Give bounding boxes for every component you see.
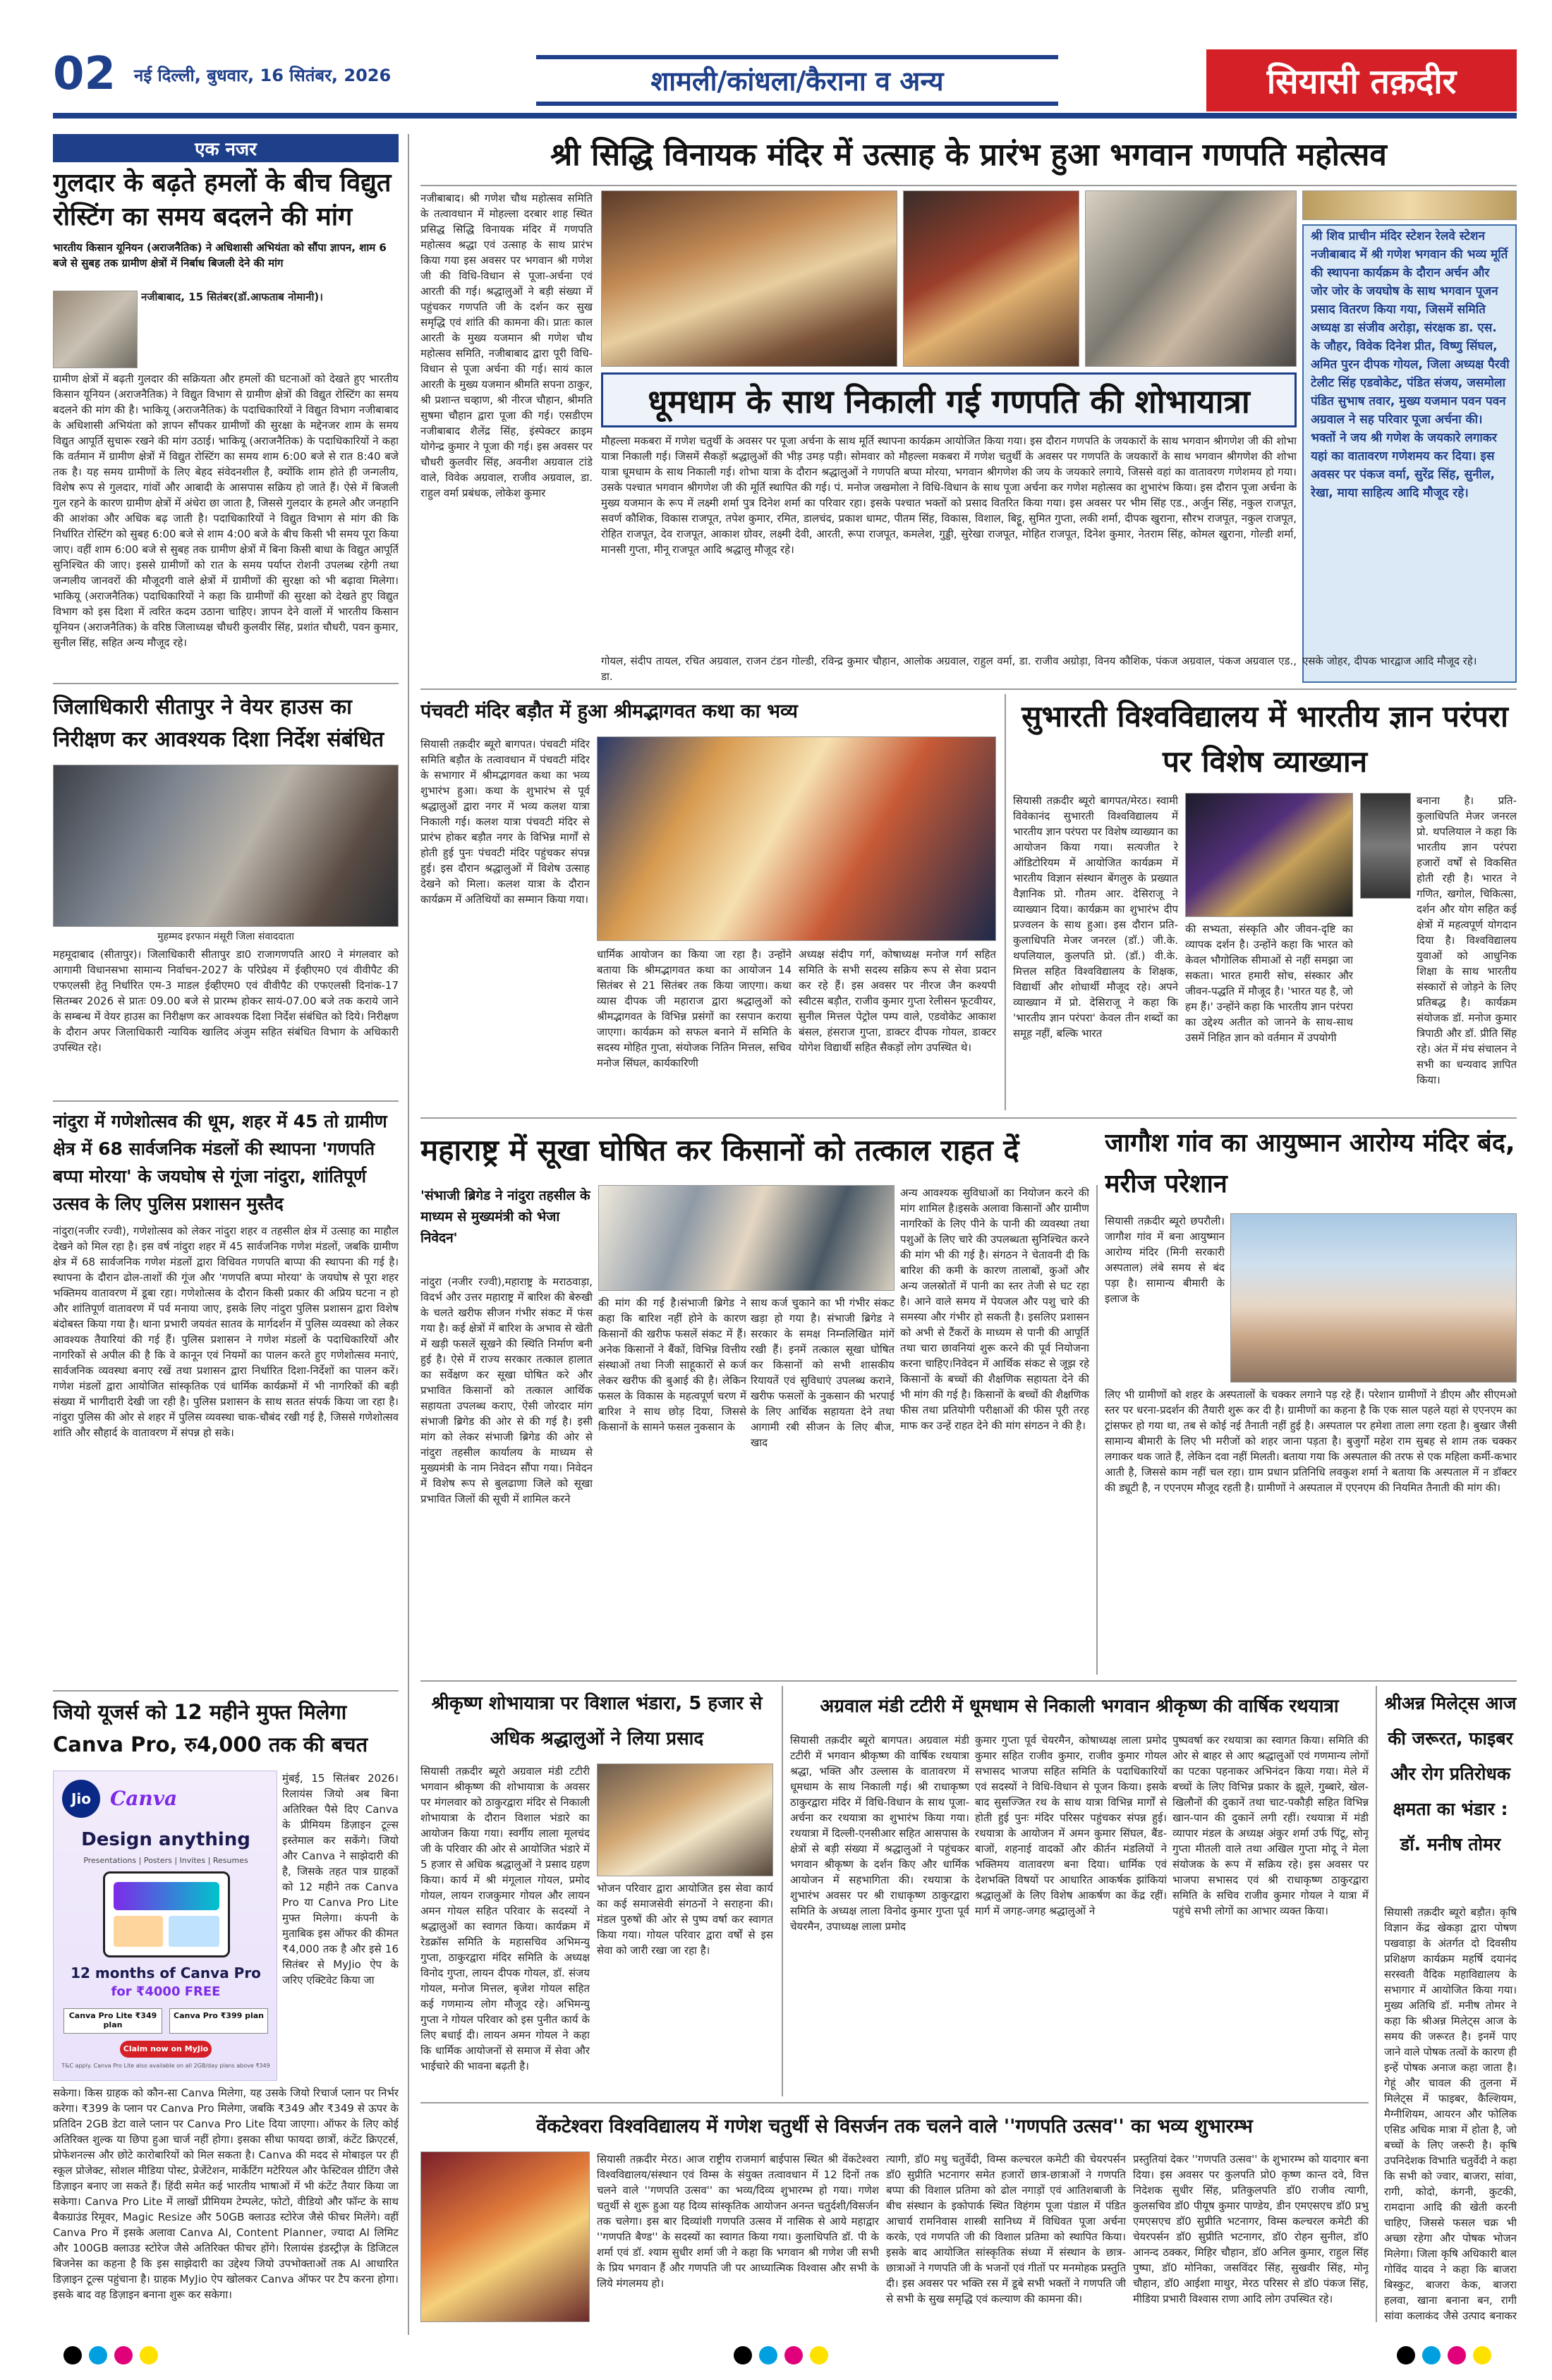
ad-body: सकेगा। किस ग्राहक को कौन-सा Canva मिलेगा, यह उसके जियो रिचार्ज प्लान पर निर्भर करेगा। ₹399 के प्लान पर Canva Pro मिलेगा, जबकि ₹349 और ₹349 से ऊपर के प्रतिदिन 2GB डेटा वाले प्लान पर Canva Pro Lite दिया जाएगा। ऑफर के लिए कोई अतिरिक्त शुल्क या छिपा हुआ चार्ज नहीं होगा। इसका सीधा फायदा छात्रों, कंटेंट क्रिएटर्स, प्रोफेशनल्स और छोटे कारोबारियों को मिल सकता है। Canva की मदद से मोबाइल पर ही स्कूल प्रोजेक्ट, सोशल मीडिया पोस्ट, प्रेजेंटेशन, मार्केटिंग मटेरियल और फेस्टिवल ग्रीटिंग जैसे डिज़ाइन बनाए जा सकते हैं। हिंदी समेत कई भारतीय भाषाओं में भी कंटेंट तैयार किया जा सकेगा। Canva Pro Lite में लाखों प्रीमियम टेम्पलेट, फोटो, वीडियो और फॉन्ट के साथ बैकग्राउंड रिमूवर, Magic Resize और 50GB क्लाउड स्टोरेज जैसे फीचर मिलेंगे। वहीं Canva Pro में इसके अलावा Canva AI, Content Planner, ज्यादा AI लिमिट और 100GB क्लाउड स्टोरेज जैसे अतिरिक्त फीचर होंगे। रिलायंस इंडस्ट्रीज़ के डिजिटल बिजनेस का कहना है कि इस साझेदारी का उद्देश्य जियो उपभोक्ताओं तक AI आधारित डिज़ाइन टूल्स पहुंचाना है। ग्राहक MyJio ऐप खोलकर Canva ऑफर पर टैप करना होगा। इसके बाद वह डिज़ाइन बनाना शुरू कर सकेगा। bbox=[53, 2087, 399, 2301]
claim-button[interactable]: Claim now on MyJio bbox=[120, 2041, 212, 2058]
section-banner: शामली/कांधला/कैराना व अन्य bbox=[536, 55, 1058, 106]
panel-title: Design anything bbox=[81, 1829, 250, 1850]
divider bbox=[420, 1117, 1517, 1119]
millets-headline: श्रीअन्न मिलेट्स आज की जरूरत, फाइबर और रोग प्रतिरोधक क्षमता का भंडार : डॉ. मनीष तोमर bbox=[1384, 1693, 1517, 1854]
registration-mark-icon bbox=[734, 2346, 752, 2364]
krishna-photo bbox=[597, 1763, 773, 1876]
registration-mark-icon bbox=[89, 2346, 107, 2364]
subharti-c2: की सभ्यता, संस्कृति और जीवन-दृष्टि का व्यापक दर्शन है। उन्होंने कहा कि भारत को केवल भौगोलिक सीमाओं से नहीं समझा जा सकता। भारत हमारी सोच, संस्कार और जीवन-पद्धति में मौजूद है। 'भारत यह है, जो हम हैं।' उन्होंने कहा कि भारतीय ज्ञान परंपरा का उद्देश्य अतीत को जानने के साथ-साथ उसमें निहित ज्ञान को वर्तमान में उपयोगी bbox=[1185, 923, 1353, 1044]
jagaush-headline: जागौश गांव का आयुष्मान आरोग्य मंदिर बंद, मरीज परेशान bbox=[1105, 1129, 1515, 1198]
krishna-c1: सियासी तक़दीर ब्यूरो अग्रवाल मंडी टटीरी भगवान श्रीकृष्ण की शोभायात्रा के अवसर पर मंगलवार को ठाकुरद्वारा मंदिर से निकाली शोभायात्रा के दौरान विशाल भंडारे का आयोजन किया गया। स्वर्गीय लाला मूलचंद जी के परिवार की ओर से आयोजित भंडारे में 5 हजार से अधिक श्रद्धालुओं ने प्रसाद ग्रहण किया। कार्य में श्री मंगूलाल गोयल, प्रमोद गोयल, लायन राजकुमार गोयल और लायन अमन गोयल सहित परिवार के सदस्यों ने श्रद्धालुओं का स्वागत किया। कार्यक्रम में रेडक्रॉस समिति के महासचिव अभिमन्यु गुप्ता, ठाकुरद्वारा मंदिर समिति के अध्यक्ष विनोद गुप्ता, लायन दीपक गोयल, डॉ. संजय गोयल, मनोज मित्तल, बृजेश गोयल सहित कई गणमान्य लोग मौजूद रहे। अभिमन्यु गुप्ता ने गोयल परिवार को इस पुनीत कार्य के लिए बधाई दी। लायन अमन गोयल ने कहा कि धार्मिक आयोजनों से समाज में सेवा और भाईचारे की भावना बढ़ती है। bbox=[420, 1765, 590, 2072]
registration-mark-icon bbox=[114, 2346, 133, 2364]
side-story: श्री शिव प्राचीन मंदिर स्टेशन रेलवे स्टेशन नजीबाबाद में श्री गणेश भगवान की भव्य मूर्ति की स्थापना कार्यक्रम के दौरान अर्चन और जोर जोर के जयघोष के साथ भगवान पूजन प्रसाद वितरण किया गया, जिसमें समिति अध्यक्ष डा संजीव अरोड़ा, संरक्षक डा. एस. के जौहर, विवेक दिनेश प्रीत, विष्णु सिंघल, अमित पुरन दीपक गोयल, जिला अध्यक्ष पैरवी टेलीट सिंह एडवोकेट, पंडित संजय, जसमोला पंडित सुभाष तवार, मुख्य यजमान पवन पवन अग्रवाल ने सह परिवार पूजा अर्चना की। भक्तों ने जय श्री गणेश के जयकारे लगाकर यहां का वातावरण गणेशमय कर दिया। इस अवसर पर पंकज वर्मा, सुरेंद्र सिंह, सुनील, रेखा, माया साहित्य आदि मौजूद रहे। bbox=[1311, 229, 1510, 500]
story2-body: महमूदाबाद (सीतापुर)। जिलाधिकारी सीतापुर डा0 राजागणपति आर0 ने मंगलवार को आगामी विधानसभा सामान्य निर्वाचन-2027 के परिप्रेक्ष्य में ईव्हीएम0 एवं वीवीपैट की एफएलसी हेतु निर्धारित एम-3 माडल ईव्हीएम0 एवं वीवीपैट की एफएलसी दिनांक-17 सितम्बर 2026 से प्रातः 09.00 बजे से प्रारम्भ होकर सायं-07.00 बजे तक कराये जाने के सम्बन्ध में वेयर हाउस का निरीक्षण कर आवश्यक दिशा निर्देश संबंधित को दिये। निरीक्षण के दौरान अपर जिलाधिकारी न्यायिक खालिद अंजुम सहित संबंधित विभाग के अधिकारी उपस्थित रहे। bbox=[53, 948, 399, 1054]
venkat-photo bbox=[420, 2151, 590, 2322]
registration-mark-icon bbox=[1448, 2346, 1466, 2364]
registration-mark-icon bbox=[1397, 2346, 1415, 2364]
divider bbox=[420, 688, 1517, 690]
shobha-headline: धूमधाम के साथ निकाली गई गणपति की शोभायात्रा bbox=[601, 372, 1297, 427]
column-rule bbox=[1096, 1185, 1098, 1675]
story1-body: नजीबाबाद, 15 सितंबर(डॉ.आफताब नोमानी)। bbox=[141, 291, 323, 303]
venkat-c2: त्यागी, डॉ0 मधु चतुर्वेदी, विम्स कल्चरल कमेटी की चेयरपर्सन डॉ0 सुप्रीति भटनागर समेत हजारों छात्र-छात्राओं ने गणपति बप्पा की विशाल प्रतिमा को ढोल नगाड़ों एवं आतिशबाजी के बीच संस्थान के इकोपार्क स्थित विहंगम पूजा पंडाल में पंडित आचार्य रामनिवास शास्त्री सानिध्य में विधिवत पूजा अर्चना करके, एवं गणपति जी की विशाल प्रतिमा को स्थापित किया। इसके बाद आयोजित सांस्कृतिक संध्या में संस्थान के छात्र-छात्राओं ने गणपति जी के भजनों एवं गीतों पर मनमोहक प्रस्तुति दी। इस अवसर पर भक्ति रस में डूबे सभी भक्तों ने गणपति जी से सभी के सुख समृद्धि एवं कल्याण की कामना की। bbox=[886, 2153, 1126, 2305]
divider bbox=[53, 1100, 399, 1102]
brand-logo: सियासी तक़दीर bbox=[1206, 49, 1517, 111]
subharti-photo bbox=[1185, 793, 1353, 917]
dateline: नई दिल्ली, बुधवार, 16 सितंबर, 2026 bbox=[134, 66, 392, 85]
story1-headline: गुलदार के बढ़ते हमलों के बीच विद्युत रोस्टिंग का समय बदलने की मांग bbox=[53, 169, 392, 231]
divider bbox=[420, 1680, 1517, 1682]
subharti-headline: सुभारती विश्वविद्यालय में भारतीय ज्ञान परंपरा पर विशेष व्याख्यान bbox=[1021, 699, 1508, 779]
story2-headline: जिलाधिकारी सीतापुर ने वेयर हाउस का निरीक्षण कर आवश्यक दिशा निर्देश संबंधित bbox=[53, 695, 384, 752]
offer-line1: 12 months of Canva Pro bbox=[71, 1965, 261, 1981]
drought-photo bbox=[598, 1185, 895, 1291]
column-rule bbox=[1376, 1686, 1377, 2322]
page-number: 02 bbox=[53, 48, 116, 100]
ad-dateline: मुंबई, 15 सितंबर 2026। रिलायंस जियो अब बिना अतिरिक्त पैसे दिए Canva के प्रीमियम डिज़ाइन टूल्स इस्तेमाल कर सकेंगे। जियो और Canva ने साझेदारी की है, जिसके तहत पात्र ग्राहकों को 12 महीने तक Canva Pro या Canva Pro Lite मुफ्त मिलेगा। कंपनी के मुताबिक इस ऑफर की कीमत ₹4,000 तक है और इसे 16 सितंबर से MyJio ऐप के जरिए एक्टिवेट किया जा bbox=[282, 1772, 399, 1986]
panel-tags: Presentations | Posters | Invites | Resumes bbox=[83, 1856, 248, 1865]
shobha-body: मौहल्ला मकबरा में गणेश चतुर्थी के अवसर पर पूजा अर्चना के साथ मूर्ति स्थापना कार्यक्रम आयोजित किया गया। इस दौरान गणपति के जयकारों के साथ भगवान श्रीगणेश जी की शोभा यात्रा निकाली गई। जिसमें सैकड़ों श्रद्धालुओं की भीड़ उमड़ पड़ी। सोमवार को मौहल्ला मकबरा में गणेश चतुर्थी के अवसर पर गणपति के जयकारों के साथ भगवान श्रीगणेश की शोभा यात्रा धूमधाम के साथ निकाली गई। शोभा यात्रा के दौरान श्रद्धालुओं ने गणपति बप्पा मोरया, भगवान श्रीगणेश की जय के जयकारे लगाये, जिससे वहां का वातावरण गणेशमय हो गया। उसके पश्चात भगवान श्रीगणेश जी की मूर्ति स्थापित की गई। पं. मनोज जखमोला ने विधि-विधान के साथ पूजा अर्चना कर गणेश महोत्सव का शुभारंभ किया। इस दौरान पूजा अर्चना के मुख्य यजमान के रूप में लक्ष्मी शर्मा पुत्र दिनेश शर्मा का परिवार रहा। इसके पश्चात भक्तों को प्रसाद वितरित किया गया। इस अवसर पर भीम सिंह एड., अर्जुन सिंह, नकुल राजपूत, सवर्ण कौशिक, विकास राजपूत, तपेश कुमार, रमित, डालचंद, प्रकाश धामट, पीतम सिंह, विकास, विशाल, बिट्टू, सुमित गुप्ता, लकी शर्मा, दीपक खुराना, सौरभ राजपूत, नकुल राजपूत, रोहित राजपूत, देव राजपूत, आकाश ग्रोवर, लक्ष्मी देवी, आरती, रूपा राजपूत, कमलेश, गुड्डी, सुरेखा राजपूत, मोहित राजपूत, दिनेश कुमार, नेतराम सिंह, कोमल खुराना, गोल्डी शर्मा, मानसी गुप्ता, मीनू राजपूत आदि श्रद्धालु मौजूद रहे। bbox=[601, 435, 1297, 556]
canva-logo: Canva bbox=[110, 1787, 178, 1810]
subharti-photo-2 bbox=[1360, 793, 1411, 899]
tatiri-headline: अग्रवाल मंडी टटीरी में धूमधाम से निकाली भगवान श्रीकृष्ण की वार्षिक रथयात्रा bbox=[820, 1696, 1339, 1717]
panchvati-photo bbox=[597, 736, 996, 941]
registration-mark-icon bbox=[759, 2346, 777, 2364]
ek-nazar-label: एक नजर bbox=[53, 134, 399, 162]
subharti-c1: सियासी तक़दीर ब्यूरो बागपत/मेरठ। स्वामी विवेकानंद सुभारती विश्वविद्यालय में भारतीय ज्ञान परंपरा पर विशेष व्याख्यान का आयोजन किया गया। सत्यजीत रे ऑडिटोरियम में आयोजित कार्यक्रम में भारतीय विज्ञान संस्थान बेंगलुरु के प्रख्यात वैज्ञानिक प्रो. गौतम आर. देसिराजू ने व्याख्यान दिया। कार्यक्रम का शुभारंभ दीप प्रज्वलन के साथ हुआ। इस दौरान प्रति-कुलाधिपति मेजर जनरल (डॉ.) जी.के. थपलियाल, कुलपति प्रो. (डॉ.) वी.के. मित्तल सहित विश्वविद्यालय के शिक्षक, विद्यार्थी और शोधार्थी मौजूद रहे। अपने व्याख्यान में प्रो. देसिराजू ने कहा कि 'भारतीय ज्ञान परंपरा' केवल तीन शब्दों का समूह नहीं, बल्कि भारत bbox=[1013, 794, 1178, 1040]
tatiri-c2: कुमार गुप्ता पूर्व चेयरमैन, कोषाध्यक्ष लाला प्रमोद कुमार सहित राजीव कुमार, राजीव कुमार गोयल सभासद भाजपा सहित समिति के पदाधिकारियों एवं सदस्यों ने विधि-विधान से पूजन किया। इसके बाद सुसज्जित रथ के साथ यात्रा विभिन्न मार्गों से होती हुई पुनः मंदिर परिसर पहुंचकर संपन्न हुई। रथयात्रा के आयोजन में अमन कुमार सिंघल, बैंड-बाजों, शहनाई वादकों और कीर्तन मंडलियों ने भक्तिमय वातावरण बना दिया। धार्मिक एवं देशभक्ति विषयों पर आधारित आकर्षक झांकियां श्रद्धालुओं के लिए विशेष आकर्षण का केंद्र रहीं। मार्ग में जगह-जगह श्रद्धालुओं ने bbox=[975, 1734, 1167, 1917]
header-rule bbox=[53, 113, 1517, 119]
jagaush-c1: सियासी तक़दीर ब्यूरो छपरौली। जागौश गांव में बना आयुष्मान आरोग्य मंदिर (मिनी सरकारी अस्पताल) लंबे समय से बंद पड़ा है। सामान्य बीमारी के इलाज के bbox=[1105, 1215, 1225, 1305]
story2-byline: मुहम्मद इरफान मंसूरी जिला संवाददाता bbox=[157, 931, 294, 942]
venkat-c1: सियासी तक़दीर मेरठ। आज राष्ट्रीय राजमार्ग बाईपास स्थित श्री वेंकटेश्वरा विश्वविद्यालय/संस्थान एवं विम्स के संयुक्त तत्वावधान में 12 दिनों तक चलने वाले ''गणपति उत्सव'' का भव्य/दिव्य शुभारम्भ हो गया। गणेश चतुर्थी से शुरू हुआ यह दिव्य सांस्कृतिक आयोजन अनन्त चतुर्दशी/विसर्जन तक चलेगा। इस बार दिव्यांशी गणपति उत्सव में नासिक से आये महाद्वार ''गणपति बैण्ड'' के सदस्यों का स्वागत किया गया। कुलाधिपति डॉ. पी के शर्मा एवं डॉ. श्याम सुधीर शर्मा जी ने कहा कि भगवान श्री गणेश जी सभी के प्रिय भगवान हैं और गणपति जी पर आध्यात्मिक विश्वास और सभी के लिये मंगलमय हो। bbox=[597, 2153, 879, 2290]
lead-headline: श्री सिद्धि विनायक मंदिर में उत्साह के प्रारंभ हुआ भगवान गणपति महोत्सव bbox=[550, 137, 1387, 173]
jio-logo: Jio bbox=[62, 1780, 100, 1818]
story1-deck: भारतीय किसान यूनियन (अराजनैतिक) ने अधिशासी अभियंता को सौंपा ज्ञापन, शाम 6 बजे से सुबह तक ग्रामीण क्षेत्रों में निर्बाध बिजली देने की मांग bbox=[53, 241, 387, 269]
divider bbox=[53, 1690, 399, 1692]
tatiri-c3: पुष्पवर्षा कर रथयात्रा का स्वागत किया। समिति की ओर से बाहर से आए श्रद्धालुओं एवं गणमान्य लोगों का पटका पहनाकर अभिनंदन किया गया। मेले में बच्चों के लिए विभिन्न प्रकार के झूले, गुब्बारे, खेल-खिलौनों की दुकानें तथा चाट-पकौड़ी सहित विभिन्न खान-पान की दुकानें लगी रहीं। रथयात्रा में मंडी व्यापार मंडल के अध्यक्ष अंकुर शर्मा उर्फ पिंटू, सोनू गुप्ता मीतली वाले तथा अखिल गुप्ता मोदू ने मेला संयोजक के रूप में सक्रिय रहे। इस अवसर पर भाजपा सभासद एवं श्री राधाकृष्ण ठाकुरद्वारा समिति के सचिव राजीव कुमार गोयल ने यात्रा में पहुंचे सभी लोगों का आभार व्यक्त किया। bbox=[1172, 1734, 1369, 1917]
registration-mark-icon bbox=[784, 2346, 803, 2364]
story3-headline: नांदुरा में गणेशोत्सव की धूम, शहर में 45 तो ग्रामीण क्षेत्र में 68 सार्वजनिक मंडलों की स्थापना 'गणपति बप्पा मोरया' के जयघोष से गूंजा नांदुरा, शांतिपूर्ण उत्सव के लिए पुलिस प्रशासन मुस्तैद bbox=[53, 1111, 387, 1214]
registration-mark-icon bbox=[810, 2346, 828, 2364]
drought-c4: अन्य आवश्यक सुविधाओं का नियोजन करने की मांग शामिल है।इसके अलावा किसानों और ग्रामीण नागरिकों के लिए पीने के पानी की व्यवस्था तथा पशुओं के लिए चारे की उपलब्धता सुनिश्चित करने की मांग भी की गई है। संगठन ने चेतावनी दी कि बारिश की कमी के कारण तालाबों, कुओं और अन्य जलस्रोतों में पानी का स्तर तेजी से घट रहा है। आने वाले समय में पेयजल और पशु चारे की समस्या और गंभीर हो सकती है। इसलिए प्रशासन को अभी से टैंकरों के माध्यम से पानी की आपूर्ति तथा चारा छावनियां शुरू करने की पूर्व नियोजना करना चाहिए।निवेदन में आर्थिक संकट से जूझ रहे किसानों के बच्चों की शैक्षणिक सहायता देने की भी मांग की गई है। किसानों के बच्चों की शैक्षणिक फीस तथा प्रतियोगी परीक्षाओं की फीस पूरी तरह माफ कर उन्हें राहत देने की मांग संगठन ने की है। bbox=[900, 1186, 1089, 1432]
drought-c1: नांदुरा (नजीर रज्वी),महाराष्ट्र के मराठवाड़ा, विदर्भ और उत्तर महाराष्ट्र में बारिश की बेरुखी के चलते खरीफ सीजन गंभीर संकट में फंस गया है। कई क्षेत्रों में बारिश के अभाव से खेती में खड़ी फसलें सूखने की स्थिति निर्माण बनी हुई है। ऐसे में राज्य सरकार तत्काल हालात का सर्वेक्षण कर सूखा घोषित करे और प्रभावित किसानों को तत्काल आर्थिक सहायता उपलब्ध कराए, ऐसी जोरदार मांग संभाजी ब्रिगेड की ओर से की गई है। इसी मांग को लेकर संभाजी ब्रिगेड की ओर से नांदुरा तहसील कार्यालय के माध्यम से मुख्यमंत्री के नाम निवेदन सौंपा गया। निवेदन में विशेष रूप से बुलढाणा जिले को सूखा प्रभावित जिलों की सूची में शामिल करने bbox=[420, 1275, 593, 1505]
venkat-headline: वेंकटेश्वरा विश्वविद्यालय में गणेश चतुर्थी से विसर्जन तक चलने वाले ''गणपति उत्सव'' का भव्य शुभारम्भ bbox=[536, 2115, 1253, 2137]
column-rule bbox=[782, 1686, 783, 2096]
panchvati-col4: अध्यक्ष संदीप गर्ग, कोषाध्यक्ष मनोज गर्ग सहित समिति के सभी सदस्य सक्रिय रूप से सेवा प्रदान कर रहे हैं। इस अवसर पर नीरज जैन कश्यपी स्वीटस बड़ौत, राजीव कुमार गुप्ता रेलीसन फूटवीयर, सुनील मित्तल पेट्रोल पम्प वाले, एडवोकेट आकाश बंसल, हंसराज गुप्ता, डाक्टर दीपक गोयल, डाक्टर योगेश विद्यार्थी सहित सैकड़ों लोग उपस्थित थे। bbox=[799, 948, 996, 1054]
plan2-chip: Canva Pro ₹399 plan bbox=[169, 2008, 268, 2034]
jagaush-c2: लिए भी ग्रामीणों को शहर के अस्पतालों के चक्कर लगाने पड़ रहे हैं। परेशान ग्रामीणों ने डीएम और सीएमओ स्तर पर धरना-प्रदर्शन की तैयारी शुरू कर दी है। ग्रामीणों का कहना है कि एक साल पहले यहां से एएनएम का ट्रांसफर हो गया था, तब से कोई नई तैनाती नहीं हुई है। अस्पताल पर हमेशा ताला लगा रहता है। बुखार जैसी सामान्य बीमारी के लिए भी मरीजों को शहर जाना पड़ता है। बुजुर्गों महेश राम सुबह से शाम तक चक्कर लगाकर थक जाते हैं, लेकिन दवा नहीं मिलती। बताया गया कि अस्पताल की तरफ से एक महिला कर्मी-कभार आती है, जिससे काम नहीं चल रहा। ग्राम प्रधान प्रतिनिधि लवकुश शर्मा ने बताया कि अस्पताल में न डॉक्टर की ड्यूटी है, न एएनएम मौजूद रहती है। ग्रामीणों ने अस्पताल में एएनएम की नियमित तैनाती की मांग की। bbox=[1105, 1388, 1517, 1494]
lead-right-tail: एसके जोहर, दीपक भारद्वाज आदि मौजूद रहे। bbox=[1302, 655, 1477, 667]
column-rule bbox=[1005, 694, 1006, 1110]
registration-mark-icon bbox=[140, 2346, 158, 2364]
canva-ad-panel bbox=[53, 1771, 277, 2081]
lead-tail: गोयल, संदीप तायल, रचित अग्रवाल, राजन टंडन गोल्डी, रविन्द्र कुमार चौहान, आलोक अग्रवाल, राहुल वर्मा, डा. राजीव अग्रोड़ा, विनय कौशिक, पंकज अग्रवाल, पंकज अग्रवाल एड., डा. bbox=[601, 655, 1297, 683]
divider bbox=[420, 2102, 1369, 2103]
krishna-c2: भोजन परिवार द्वारा आयोजित इस सेवा कार्य का कई समाजसेवी संगठनों ने सराहना की। मंडल पुरुषों की ओर से पुष्प वर्षा कर स्वागत किया गया। गोयल परिवार द्वारा वर्षों से इस सेवा को जारी रखा जा रहा है। bbox=[597, 1882, 773, 1957]
venkat-c3: प्रस्तुतियां देकर ''गणपति उत्सव'' के शुभारम्भ को यादगार बना दिया। इस अवसर पर कुलपति प्रो0 कृष्ण कान्त दवे, वित्त निदेशक सुधीर सिंह, प्रतिकुलपति डॉ0 राजीव त्यागी, कुलसचिव डॉ0 पीयूष कुमार पाण्डेय, डीन एमएसएच डॉ0 प्रभु एमएसएच डॉ0 सुप्रीति भटनागर, विम्स कल्चरल कमेटी की चेयरपर्सन डॉ0 सुप्रीति भटनागर, डॉ0 रोहन सुनील, डॉ0 आनन्द ठक्कर, मिहिर चौहान, डॉ0 अनिल कुमार, राहुल सिंह पुष्पा, डॉ0 मोनिका, जसविंदर सिंह, सुखवीर सिंह, मोनू चौहान, डॉ0 आईशा माथुर, मेरठ परिसर से डॉ0 पंकज सिंह, मीडिया प्रभारी विश्वास राणा आदि लोग उपस्थित रहे। bbox=[1133, 2153, 1369, 2305]
drought-headline: महाराष्ट्र में सूखा घोषित कर किसानों को तत्काल राहत दें bbox=[420, 1133, 1019, 1167]
drought-subhead: 'संभाजी ब्रिगेड ने नांदुरा तहसील के माध्यम से मुख्यमंत्री को भेजा निवेदन' bbox=[420, 1188, 590, 1246]
registration-mark-icon bbox=[63, 2346, 82, 2364]
ad-headline: जियो यूजर्स को 12 महीने मुफ्त मिलेगा Canva Pro, रु4,000 तक की बचत bbox=[53, 1700, 368, 1756]
lead-photo-2 bbox=[903, 190, 1079, 367]
drought-c3: साथ कर्ज चुकाने का भी गंभीर संकट खड़ा हो गया है। संभाजी ब्रिगेड ने सरकार के समक्ष निम्नलिखित मांगें रखी हैं। इनमें तत्काल सूखा घोषित कर किसानों को सभी शासकीय रियायतें एवं सुविधाएं उपलब्ध कराने, खरीफ फसलों के नुकसान की भरपाई के लिए आर्थिक सहायता देने तथा आगामी रबी सीजन के लिए बीज, खाद bbox=[751, 1297, 895, 1449]
divider bbox=[53, 683, 399, 684]
side-photo bbox=[1302, 190, 1517, 220]
story1-photo bbox=[53, 291, 138, 368]
story1-text: ग्रामीण क्षेत्रों में बढ़ती गुलदार की सक्रियता और हमलों की घटनाओं को देखते हुए भारतीय किसान यूनियन (अराजनैतिक) ने विद्युत विभाग से ग्रामीण क्षेत्रों की विद्युत रोस्टिंग का समय बदलने की मांग की है। भाकियू (अराजनैतिक) के पदाधिकारियों ने विद्युत विभाग नजीबाबाद के अधिशासी अभियंता को ज्ञापन सौंपकर ग्रामीणों की सुरक्षा के मद्देनजर शाम के समय विद्युत आपूर्ति सुचारू रखने की मांग उठाई। भाकियू (अराजनैतिक) के पदाधिकारियों ने कहा कि वर्तमान में ग्रामीण क्षेत्रों में विद्युत रोस्टिंग का समय शाम 6:00 बजे से रात 8:40 बजे तक है। यह समय ग्रामीणों के लिए बेहद संवेदनशील है, क्योंकि शाम होते ही जन्गलीय, विशेष रूप से गुलदार, गांवों और आबादी के आसपास सक्रिय हो जाते हैं। ऐसे में बिजली गुल रहने के कारण ग्रामीण क्षेत्रों में अंधेरा छा जाता है, जिससे गुलदार के हमले और जनहानि की आशंका और अधिक बढ़ जाती है। पदाधिकारियों ने विद्युत विभाग से मांग की कि निर्धारित रोस्टिंग को सुबह 6:00 बजे से शाम 4:00 बजे के बीच किसी भी समय पूरा किया जाए। वहीं शाम 6:00 बजे से सुबह तक ग्रामीण क्षेत्रों में बिना किसी बाधा के विद्युत आपूर्ति सुनिश्चित की जाए। इससे ग्रामीणों को रात के समय पर्याप्त रोशनी उपलब्ध रहेगी तथा जन्गलीय जानवरों की मौजूदगी वाले क्षेत्रों में ग्रामीणों की सुरक्षा को भी बढ़ावा मिलेगा। भाकियू (अराजनैतिक) पदाधिकारियों ने कहा कि ग्रामीणों की सुरक्षा को देखते हुए विद्युत विभाग को इस दिशा में त्वरित कदम उठाना चाहिए। ज्ञापन देने वालों में भारतीय किसान यूनियन (अराजनैतिक) के वरिष्ठ जिलाध्यक्ष चौधरी कुलवीर सिंह, प्रशांत चौधरी, पवन कुमार, सुनील सिंह, सहित अन्य मौजूद रहे। bbox=[53, 372, 399, 649]
story2-photo bbox=[53, 765, 399, 927]
panchvati-headline: पंचवटी मंदिर बड़ौत में हुआ श्रीमद्भागवत कथा का भव्य bbox=[420, 700, 798, 722]
masthead bbox=[0, 42, 1552, 127]
phone-mockup bbox=[103, 1871, 230, 1957]
registration-mark-icon bbox=[1473, 2346, 1491, 2364]
lead-col1: नजीबाबाद। श्री गणेश चौथ महोत्सव समिति के तत्वावधान में मोहल्ला दरबार शाह स्थित प्रसिद्ध सिद्धि विनायक मंदिर में गणपति महोत्सव श्रद्धा एवं उत्साह के साथ प्रारंभ किया गया इस अवसर पर भगवान श्री गणेश जी की विधि-विधान से पूजा-अर्चना एवं आरती की गई। श्रद्धालुओं ने बड़ी संख्या में पहुंचकर गणपति जी के दर्शन कर सुख समृद्धि एवं शांति की कामना की। प्रातः काल आरती के मुख्य यजमान श्री गणेश चौथ महोत्सव समिति, नजीबाबाद द्वारा पूरी विधि- विधान से पूजा अर्चना की गई। सायं काल आरती के मुख्य यजमान श्रीमति सपना ठाकुर, श्री प्रशान्त चव्हाण, श्री नीरज चौहान, श्रीमति सुषमा चौहान द्वारा पूजा की गई। एसडीएम नजीबाबाद शैलेंद्र सिंह, इंस्पेक्टर क्राइम योगेन्द्र कुमार ने पूजा की गई। इस अवसर पर चौधरी कुलवीर सिंह, अवनीश अग्रवाल टांडे वाले, विवेक अग्रवाल, राजीव अग्रवाल, डा. राहुल वर्मा प्रबंधक, लोकेश कुमार bbox=[420, 192, 593, 499]
krishna-headline: श्रीकृष्ण शोभायात्रा पर विशाल भंडारा, 5 हजार से अधिक श्रद्धालुओं ने लिया प्रसाद bbox=[431, 1693, 763, 1749]
plan1-chip: Canva Pro Lite ₹349 plan bbox=[63, 2008, 162, 2034]
lead-photo-1 bbox=[601, 190, 897, 367]
millets-c1: सियासी तक़दीर ब्यूरो बड़ौत। कृषि विज्ञान केंद्र खेकड़ा द्वारा पोषण पखवाड़ा के अंतर्गत दो दिवसीय प्रशिक्षण कार्यक्रम महर्षि दयानंद सरस्वती वैदिक महाविद्यालय के सभागार में आयोजित किया गया। मुख्य अतिथि डॉ. मनीष तोमर ने कहा कि श्रीअन्न मिलेट्स आज के समय की जरूरत है। इनमें पाए जाने वाले पोषक तत्वों के कारण ही इन्हें पोषक अनाज कहा जाता है। गेहूं और चावल की तुलना में मिलेट्स में फाइबर, कैल्शियम, मैग्नीशियम, आयरन और फोलिक एसिड अधिक मात्रा में होता है, जो बच्चों के लिए जरूरी है। कृषि उपनिदेशक विभाति चतुर्वेदी ने कहा कि सभी को ज्वार, बाजरा, सांवा, रागी, कोदो, कंगनी, कुटकी, रामदाना आदि की खेती करनी चाहिए, जिससे फसल चक्र भी अच्छा रहेगा और पोषक भोजन मिलेगा। जिला कृषि अधिकारी बाल गोविंद यादव ने कहा कि बाजरा बिस्कुट, बाजरा केक, बाजरा हलवा, खाना बनाना बन, रागी सांवा कलाकंद जैसे उत्पाद बनाकर bbox=[1384, 1906, 1517, 2322]
offer-line2: for ₹4000 FREE bbox=[111, 1984, 221, 1999]
story3-body: नांदुरा(नजीर रज्वी), गणेशोत्सव को लेकर नांदुरा शहर व तहसील क्षेत्र में उत्साह का माहौल देखने को मिल रहा है। इस वर्ष नांदुरा शहर में 45 सार्वजनिक गणेश मंडलों, जबकि ग्रामीण क्षेत्र में 68 सार्वजनिक गणेश मंडलों द्वारा विधिवत गणपति बाप्पा की स्थापना की गई है। स्थापना के दौरान ढोल-ताशों की गूंज और 'गणपति बप्पा मोरया' के जयघोष से पूरा शहर भक्तिमय वातावरण में डूबा रहा। गणेशोत्सव के दौरान किसी प्रकार की अप्रिय घटना न हो और शांतिपूर्ण वातावरण में पर्व मनाया जाए, इसके लिए नांदुरा पुलिस प्रशासन द्वारा विशेष बंदोबस्त किया गया है। थाना प्रभारी जयवंत सातव के मार्गदर्शन में पुलिस व्यवस्था को लेकर आवश्यक तैयारियां की गई हैं। पुलिस प्रशासन ने गणेश मंडलों के पदाधिकारियों और नागरिकों से अपील की है कि वे कानून एवं नियमों का पालन करते हुए गणेशोत्सव मनाएं, सार्वजनिक व्यवस्था बनाए रखें तथा प्रशासन द्वारा निर्धारित दिशा-निर्देशों का पालन करें। गणेश मंडलों द्वारा आयोजित सांस्कृतिक एवं धार्मिक कार्यक्रमों में भी नागरिकों की बड़ी संख्या में भागीदारी देखी जा रही है। पुलिस प्रशासन के साथ सतत संपर्क किया जा रहा है। नांदुरा पुलिस की ओर से शहर में पुलिस व्यवस्था चाक-चौबंद रखी गई है, जिससे गणेशोत्सव शांति और सौहार्द के वातावरण में संपन्न हो सके। bbox=[53, 1225, 399, 1439]
jagaush-photo bbox=[1230, 1213, 1517, 1383]
tatiri-c1: सियासी तक़दीर ब्यूरो बागपत। अग्रवाल मंडी टटीरी में भगवान श्रीकृष्ण की वार्षिक रथयात्रा श्रद्धा, भक्ति और उल्लास के वातावरण में धूमधाम के साथ निकाली गई। श्री राधाकृष्ण ठाकुरद्वारा मंदिर में विधि-विधान के साथ पूजा-अर्चना कर रथयात्रा का शुभारंभ किया गया। रथयात्रा में दिल्ली-एनसीआर सहित आसपास के क्षेत्रों से बड़ी संख्या में श्रद्धालुओं ने पहुंचकर भगवान श्रीकृष्ण के दर्शन किए और धार्मिक आयोजन में सहभागिता की। रथयात्रा के शुभारंभ अवसर पर श्री राधाकृष्ण ठाकुरद्वारा समिति के अध्यक्ष लाला विनोद कुमार गुप्ता पूर्व चेयरमैन, उपाध्यक्ष लाला प्रमोद bbox=[790, 1734, 969, 1933]
registration-mark-icon bbox=[1422, 2346, 1441, 2364]
panchvati-col3: धार्मिक आयोजन का किया जा रहा है। उन्होंने बताया कि श्रीमद्भागवत कथा का आयोजन 14 सितंबर से 21 सितंबर तक किया जाएगा। कथा व्यास दीपक जी महाराज द्वारा श्रद्धालुओं को श्रीमद्भागवत के विभिन्न प्रसंगों का रसपान कराया जाएगा। कार्यक्रम को सफल बनाने में समिति के सदस्य मोहित गुप्ता, संयोजक नितिन मित्तल, सचिव मनोज सिंघल, कार्यकारिणी bbox=[597, 948, 792, 1069]
footer-registration-strip bbox=[0, 2332, 1552, 2380]
lead-photo-3 bbox=[1085, 190, 1297, 367]
drought-c2: की मांग की गई है।संभाजी ब्रिगेड ने कहा कि बारिश नहीं होने के कारण किसानों की खरीफ फसलें संकट में हैं। अनेक किसानों ने बैंकों, विभिन्न वित्तीय संस्थाओं तथा निजी साहूकारों से कर्ज लेकर खरीफ की बुआई की है। लेकिन फसल के विकास के महत्वपूर्ण चरण में बारिश ने साथ छोड़ दिया, जिससे किसानों के सामने फसल नुकसान के bbox=[598, 1297, 746, 1433]
ad-tc: T&C apply. Canva Pro Lite also available on all 2GB/day plans above ₹349 bbox=[61, 2063, 270, 2069]
subharti-c3: बनाना है। प्रति-कुलाधिपति मेजर जनरल प्रो. थपलियाल ने कहा कि भारतीय ज्ञान परंपरा हजारों वर्षों से विकसित होती रही है। भारत ने गणित, खगोल, चिकित्सा, दर्शन और योग सहित कई क्षेत्रों में महत्वपूर्ण योगदान दिया है। विश्वविद्यालय युवाओं को आधुनिक शिक्षा के साथ भारतीय संस्कारों से जोड़ने के लिए प्रतिबद्ध है। कार्यक्रम संयोजक डॉ. मनोज कुमार त्रिपाठी और डॉ. प्रीति सिंह रहे। अंत में मंच संचालन ने सभी का धन्यवाद ज्ञापित किया। bbox=[1417, 794, 1517, 1086]
divider bbox=[420, 185, 1517, 186]
column-rule bbox=[408, 134, 409, 2335]
panchvati-col1: सियासी तक़दीर ब्यूरो बागपत। पंचवटी मंदिर समिति बड़ौत के तत्वावधान में पंचवटी मंदिर के सभागार में श्रीमद्भागवत कथा का भव्य शुभारंभ हुआ। कथा के शुभारंभ से पूर्व श्रद्धालुओं द्वारा नगर में भव्य कलश यात्रा निकाली गई। कलश यात्रा पंचवटी मंदिर से प्रारंभ होकर बड़ौत नगर के विभिन्न मार्गों से होती हुई पुनः पंचवटी मंदिर पहुंचकर संपन्न हुई। इस दौरान श्रद्धालुओं में विशेष उत्साह देखने को मिला। कलश यात्रा के दौरान कार्यक्रम में अतिथियों का सम्मान किया गया। bbox=[420, 738, 590, 906]
